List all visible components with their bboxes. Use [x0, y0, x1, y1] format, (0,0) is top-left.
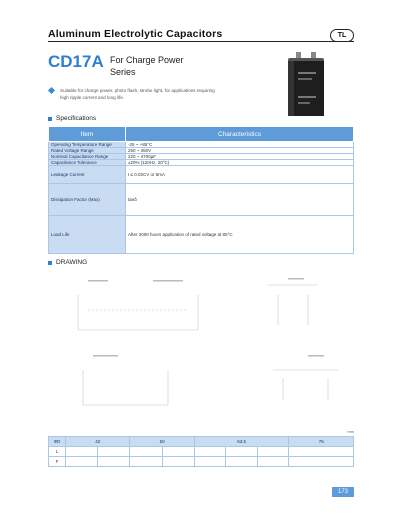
dimension-drawing: [48, 270, 354, 420]
capacitor-image: [286, 52, 326, 116]
spec-label: Leakage Current: [49, 166, 126, 184]
series-subtitle: [110, 54, 220, 78]
dimensions-header-row: [49, 437, 354, 447]
page-number: 173: [332, 487, 354, 497]
section-square-icon: [48, 117, 52, 121]
spec-header-row: [49, 127, 354, 142]
table-row: [49, 184, 354, 216]
dim-header-cell: 76: [289, 437, 354, 447]
dim-header-cell: 42: [66, 437, 130, 447]
spec-col-item: Item: [49, 127, 126, 142]
spec-value: After 2000 hours application of rated voltage at 85°C: [126, 216, 354, 254]
spec-value: tanδ: [126, 184, 354, 216]
spec-label: Capacitance Tolerance: [49, 160, 126, 166]
dim-header-cell: 63.5: [194, 437, 289, 447]
spec-value: 250 ~ 450V: [126, 148, 354, 154]
feature-line-2: high ripple current and long life.: [60, 95, 125, 100]
dimensions-unit: mm: [347, 429, 354, 434]
table-row: [49, 166, 354, 184]
dim-row-label: F: [49, 457, 66, 467]
feature-line-1: Suitable for charge power, photo flash, strobe light, for applications requiring: [60, 88, 215, 93]
series-name: CD17A: [48, 52, 104, 71]
subtitle-line-1: For Charge Power: [110, 55, 184, 65]
header-title: Aluminum Electrolytic Capacitors: [48, 28, 223, 40]
spec-value: I ≤ 0.02CV or 5mA: [126, 166, 354, 184]
feature-text: [60, 87, 300, 101]
spec-value: ±20% (120Hz, 20°C): [126, 160, 354, 166]
spec-value: 220 ~ 4700µF: [126, 154, 354, 160]
drawing-heading: DRAWING: [56, 259, 88, 266]
header-rule: [48, 41, 354, 42]
spec-value: -25 ~ +85°C: [126, 142, 354, 148]
table-row: [49, 216, 354, 254]
section-square-icon: [48, 261, 52, 265]
dim-row-label: L: [49, 447, 66, 457]
dim-header-cell: 50: [130, 437, 194, 447]
spec-label: Nominal Capacitance Range: [49, 154, 126, 160]
feature-bullet-icon: [48, 87, 55, 94]
table-row: [49, 447, 354, 457]
brand-logo: TL: [330, 29, 354, 42]
spec-label: Dissipation Factor (Max): [49, 184, 126, 216]
spec-label: Rated Voltage Range: [49, 148, 126, 154]
dim-header-cell: ΦD: [49, 437, 66, 447]
table-row: [49, 457, 354, 467]
spec-label: Load Life: [49, 216, 126, 254]
subtitle-line-2: Series: [110, 67, 136, 77]
specifications-heading: Specifications: [56, 115, 97, 122]
dimensions-table: [48, 436, 354, 467]
spec-label: Operating Temperature Range: [49, 142, 126, 148]
specifications-table: [48, 126, 354, 254]
spec-col-char: Characteristics: [126, 127, 354, 142]
